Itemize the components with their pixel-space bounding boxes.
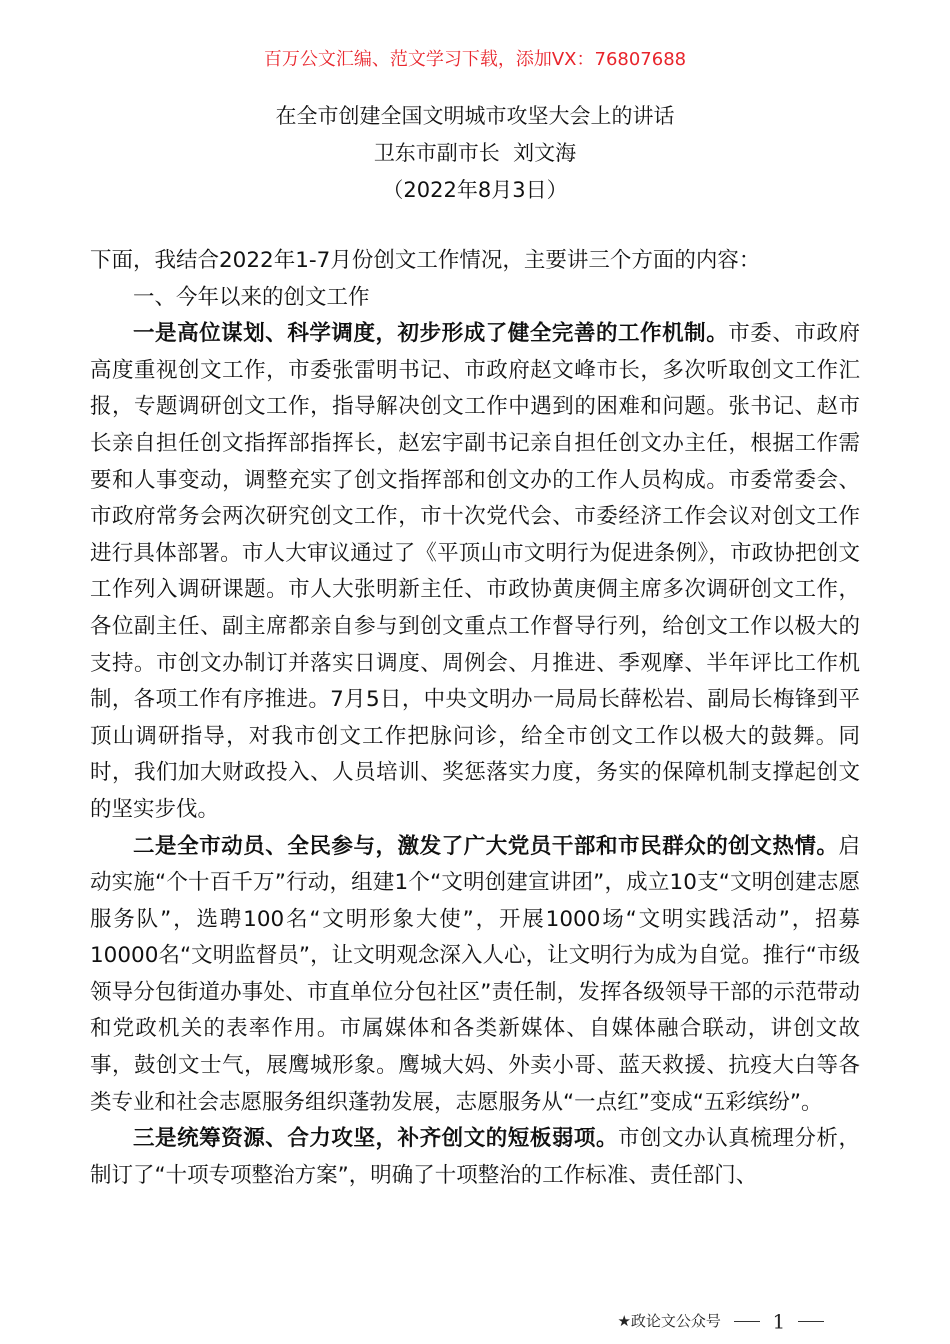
paragraph-3-lead: 三是统筹资源、合力攻坚，补齐创文的短板弱项。 [133,1126,619,1152]
header-banner: 百万公文汇编、范文学习下载，添加VX：76807688 [263,49,687,70]
document-body [90,243,860,1194]
page-footer [617,1310,832,1333]
paragraph-2-body: 启动实施“个十百千万”行动，组建1个“文明创建宣讲团”，成立10支“文明创建志愿服务队”，选聘100名“文明形象大使”，开展1000场“文明实践活动”，招募10000名“文明监督员”，让文明观念深入人心，让文明行为成为自觉。推行“市级领导分包街道办事处、市直单位分包社区”责任制，发挥各级领导干部的示范带动和党政机关的表率作用。市属媒体和各类新媒体、自媒体融合联动，讲创文故事，鼓创文士气，展鹰城形象。鹰城大妈、外卖小哥、蓝天救援、抗疫大白等各类专业和社会志愿服务组织蓬勃发展，志愿服务从“一点红”变成“五彩缤纷”。 [90,833,860,1115]
page-number: 1 [772,1309,786,1334]
paragraph-2-lead: 二是全市动员、全民参与，激发了广大党员干部和市民群众的创文热情。 [133,833,839,859]
paragraph-1 [90,316,860,828]
paragraph-3 [90,1121,860,1194]
speaker-line: 卫东市副市长 刘文海 [373,141,577,165]
speech-title: 在全市创建全国文明城市攻坚大会上的讲话 [275,104,675,128]
paragraph-1-body: 市委、市政府高度重视创文工作，市委张雷明书记、市政府赵文峰市长，多次听取创文工作汇报，专题调研创文工作，指导解决创文工作中遇到的困难和问题。张书记、赵市长亲自担任创文指挥部指挥长，赵宏宇副书记亲自担任创文办主任，根据工作需要和人事变动，调整充实了创文指挥部和创文办的工作人员构成。市委常委会、市政府常务会两次研究创文工作，市十次党代会、市委经济工作会议对创文工作进行具体部署。市人大审议通过了《平顶山市文明行为促进条例》，市政协把创文工作列入调研课题。市人大张明新主任、市政协黄庚倜主席多次调研创文工作，各位副主任、副主席都亲自参与到创文重点工作督导行列，给创文工作以极大的支持。市创文办制订并落实日调度、周例会、月推进、季观摩、半年评比工作机制，各项工作有序推进。7月5日，中央文明办一局局长薛松岩、副局长梅锋到平顶山调研指导，对我市创文工作把脉问诊，给全市创文工作以极大的鼓舞。同时，我们加大财政投入、人员培训、奖惩落实力度，务实的保障机制支撑起创文的坚实步伐。 [90,321,860,822]
footer-dash-left [734,1321,760,1322]
section-heading-1: 一、今年以来的创文工作 [133,284,370,310]
intro-paragraph: 下面，我结合2022年1-7月份创文工作情况，主要讲三个方面的内容： [90,248,761,273]
paragraph-3-body: 市创文办认真梳理分析，制订了“十项专项整治方案”，明确了十项整治的工作标准、责任部门、 [90,1126,860,1188]
footer-dash-right [798,1321,824,1322]
speech-date: （2022年8月3日） [382,178,568,202]
paragraph-1-lead: 一是高位谋划、科学调度，初步形成了健全完善的工作机制。 [133,321,729,347]
paragraph-2 [90,829,860,1122]
speech-title-block [0,98,950,209]
footer-source: ★政论文公众号 [617,1312,721,1330]
